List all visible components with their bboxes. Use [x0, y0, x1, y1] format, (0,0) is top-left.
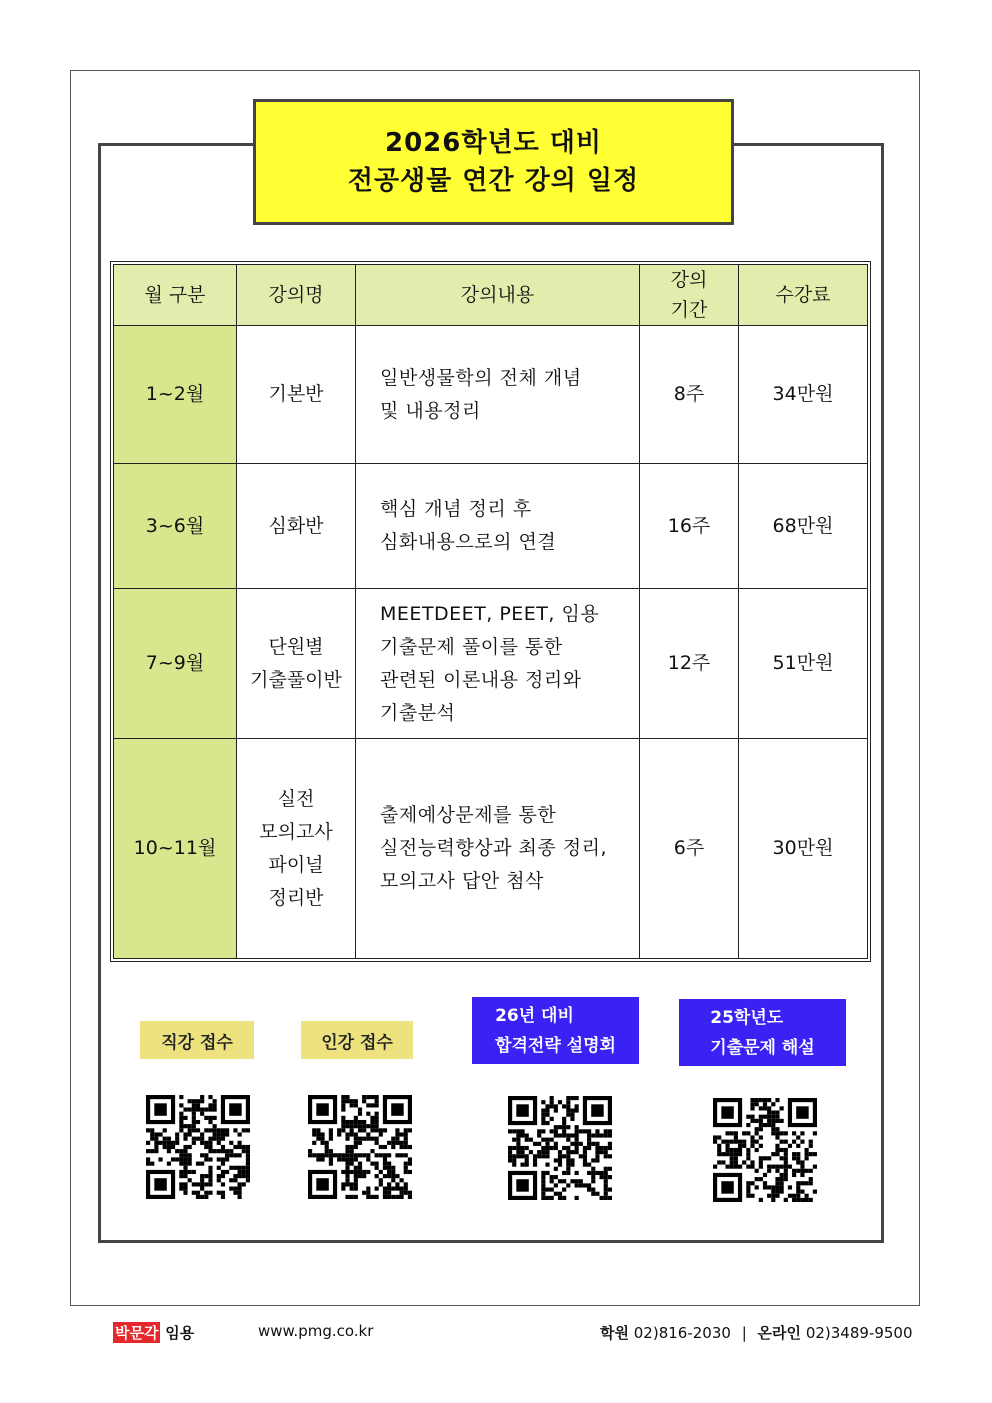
footer-website[interactable]: www.pmg.co.kr — [258, 1322, 374, 1340]
cell-name: 단원별 기출풀이반 — [237, 589, 356, 739]
cell-content: 출제예상문제를 통한 실전능력향상과 최종 정리, 모의고사 답안 첨삭 — [356, 739, 640, 959]
header-fee: 수강료 — [739, 265, 868, 326]
online-phone: 02)3489-9500 — [805, 1324, 913, 1342]
footer-contacts — [600, 1322, 913, 1343]
online-label: 온라인 — [757, 1324, 802, 1342]
cell-name: 실전 모의고사 파이널 정리반 — [237, 739, 356, 959]
cell-duration: 12주 — [640, 589, 739, 739]
cell-name: 기본반 — [237, 326, 356, 464]
cell-month: 7~9월 — [114, 589, 237, 739]
title-line-2: 전공생물 연간 강의 일정 — [347, 166, 640, 196]
header-content: 강의내용 — [356, 265, 640, 326]
past-exam-commentary-label[interactable]: 25학년도 기출문제 해설 — [679, 999, 846, 1066]
table-row — [114, 326, 868, 464]
header-duration: 강의 기간 — [640, 265, 739, 326]
footer-separator: | — [741, 1324, 747, 1342]
schedule-table — [113, 264, 868, 959]
schedule-table-wrapper — [110, 261, 871, 962]
page-title — [253, 99, 734, 225]
title-line-1: 2026학년도 대비 — [385, 128, 602, 158]
cell-month: 1~2월 — [114, 326, 237, 464]
footer-logo — [113, 1322, 194, 1343]
cell-fee: 68만원 — [739, 464, 868, 589]
logo-text: 임용 — [165, 1324, 195, 1342]
qr-code-past-exam-commentary[interactable] — [713, 1098, 817, 1202]
table-header-row — [114, 265, 868, 326]
cell-duration: 8주 — [640, 326, 739, 464]
cell-fee: 51만원 — [739, 589, 868, 739]
strategy-session-label[interactable]: 26년 대비 합격전략 설명회 — [472, 997, 639, 1064]
table-row — [114, 739, 868, 959]
cell-fee: 34만원 — [739, 326, 868, 464]
cell-month: 3~6월 — [114, 464, 237, 589]
table-row — [114, 589, 868, 739]
qr-code-strategy-session[interactable] — [508, 1096, 612, 1200]
header-month: 월 구분 — [114, 265, 237, 326]
cell-duration: 6주 — [640, 739, 739, 959]
direct-registration-label[interactable]: 직강 접수 — [140, 1021, 254, 1059]
qr-code-online-registration[interactable] — [308, 1095, 412, 1199]
table-row — [114, 464, 868, 589]
cell-name: 심화반 — [237, 464, 356, 589]
online-registration-label[interactable]: 인강 접수 — [301, 1021, 413, 1059]
cell-month: 10~11월 — [114, 739, 237, 959]
qr-code-direct-registration[interactable] — [146, 1095, 250, 1199]
academy-label: 학원 — [600, 1324, 629, 1342]
logo-mark: 박문각 — [115, 1324, 159, 1342]
academy-phone: 02)816-2030 — [633, 1324, 731, 1342]
cell-duration: 16주 — [640, 464, 739, 589]
cell-fee: 30만원 — [739, 739, 868, 959]
cell-content: MEETDEET, PEET, 임용 기출문제 풀이를 통한 관련된 이론내용 정리와 기출분석 — [356, 589, 640, 739]
cell-content: 핵심 개념 정리 후 심화내용으로의 연결 — [356, 464, 640, 589]
cell-content: 일반생물학의 전체 개념 및 내용정리 — [356, 326, 640, 464]
header-name: 강의명 — [237, 265, 356, 326]
